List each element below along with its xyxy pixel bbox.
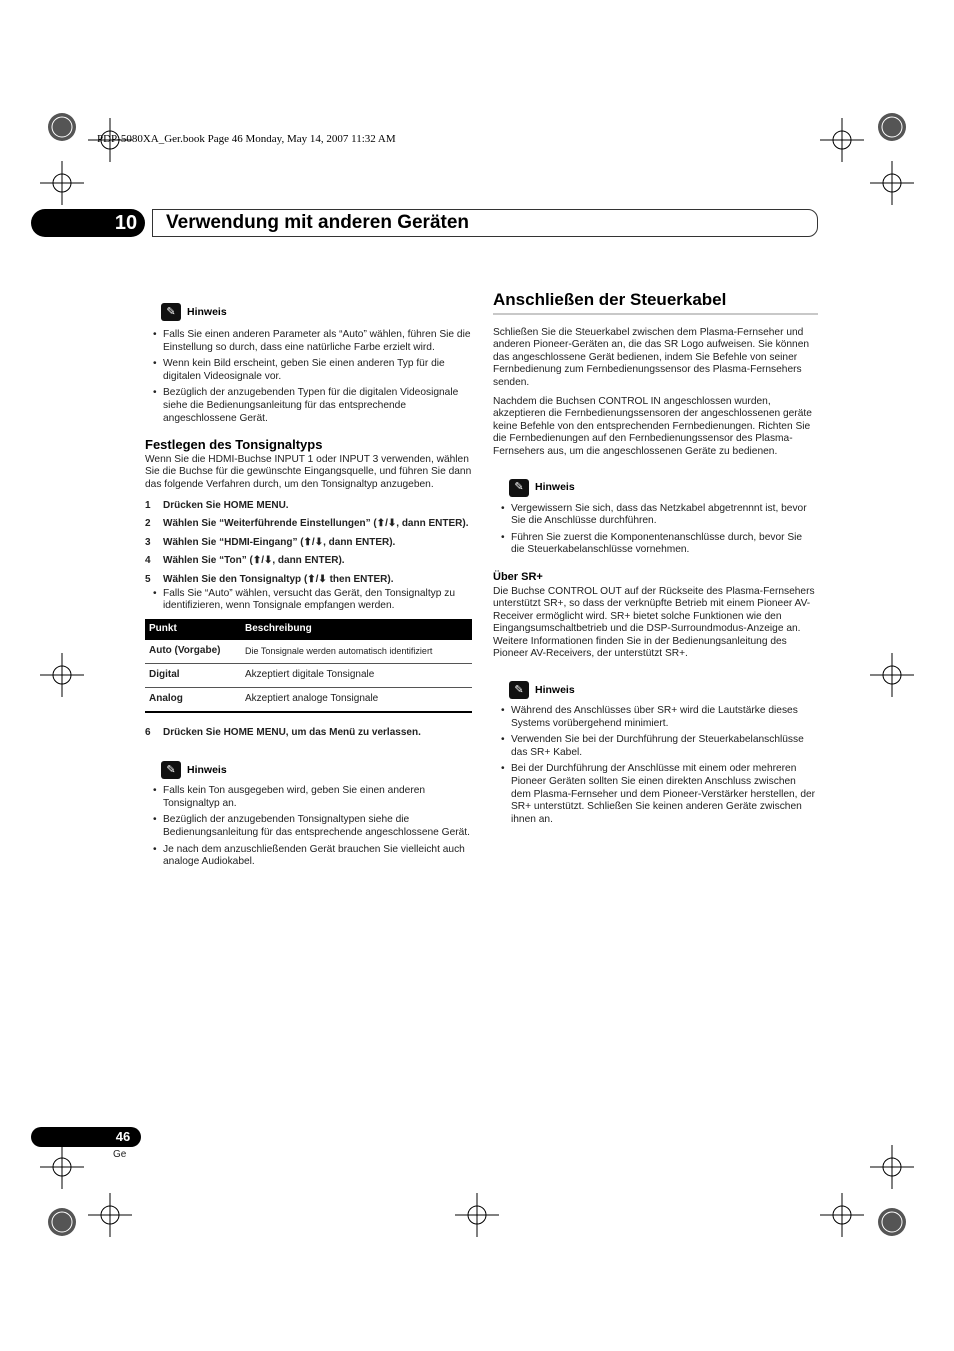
steps	[145, 500, 473, 613]
hint-list	[145, 785, 473, 869]
tonsignal-table	[145, 619, 472, 713]
chapter-number: 10	[114, 212, 138, 234]
table-cell: Analog	[145, 687, 241, 712]
list-item: • Falls Sie “Auto” wählen, versucht das Gerät, den Tonsignaltyp zu identifizieren, wenn Tonsignale empfangen werden.	[145, 588, 473, 613]
list-item: • Während des Anschlüsses über SR+ wird die Lautstärke dieses Systems vorübergehend minimiert.	[493, 705, 818, 730]
hint-list	[493, 503, 818, 557]
table-row	[145, 663, 472, 687]
intro-paragraph: Wenn Sie die HDMI-Buchse INPUT 1 oder INPUT 3 verwenden, wählen Sie die Buchse für die gewünschte Eingangsquelle, und führen Sie dann das folgende Verfahren durch, um den Tonsignaltyp anzugeben.	[145, 453, 472, 490]
list-item: • Bezüglich der anzugebenden Typen für die digitalen Videosignale siehe die Bedienungsanleitung für das entsprechende angeschlossene Gerät.	[145, 387, 473, 425]
table-cell: Akzeptiert analoge Tonsignale	[241, 687, 472, 712]
table-cell: Auto (Vorgabe)	[145, 640, 241, 664]
subsection-title: Über SR+	[493, 570, 543, 583]
paragraph: Schließen Sie die Steuerkabel zwischen dem Plasma-Fernseher und anderen Pioneer-Geräten an, die das SR Logo aufweisen. Sie können das angeschlossene Gerät bedienen, indem Sie Befehle von seiner Fernbedienung zum Fernbedienungssensor des Plasma-Fernsehers senden.	[493, 326, 810, 388]
hint-list	[145, 329, 473, 425]
pencil-icon: ✎	[161, 761, 181, 779]
hint-list	[493, 705, 818, 826]
page-number: 46	[115, 1129, 131, 1144]
section-rule	[493, 313, 818, 315]
crosshair-icon	[88, 1193, 132, 1237]
crosshair-icon	[870, 161, 914, 205]
crosshair-icon	[40, 653, 84, 697]
table-header: Beschreibung	[241, 619, 472, 640]
paragraph: Die Buchse CONTROL OUT auf der Rückseite des Plasma-Fernsehers unterstützt SR+, so dass der verknüpfte Betrieb mit einem Pioneer AV-Receiver ermöglicht wird. SR+ bietet solche Funktionen wie den Eingangsumschaltbetrieb und die DSP-Surroundmodus-Anzeige an. Weitere Informationen finden Sie in der Bedienungsanleitung des Pioneer AV-Receivers, der unterstützt SR+.	[493, 585, 815, 660]
list-item: • Verwenden Sie bei der Durchführung der Steuerkabelanschlüsse das SR+ Kabel.	[493, 734, 818, 759]
left-column	[145, 303, 473, 873]
hint-label: Hinweis	[535, 683, 575, 696]
pencil-icon: ✎	[509, 681, 529, 699]
list-item: • Je nach dem anzuschließenden Gerät brauchen Sie vielleicht auch analoge Audiokabel.	[145, 844, 473, 869]
step: 3 Wählen Sie “HDMI-Eingang” (⬆/⬇, dann ENTER).	[145, 536, 396, 548]
list-item: • Bezüglich der anzugebenden Tonsignaltypen siehe die Bedienungsanleitung für das entsprechende angeschlossene Gerät.	[145, 814, 473, 839]
step: 2 Wählen Sie “Weiterführende Einstellungen” (⬆/⬇, dann ENTER).	[145, 518, 469, 530]
crosshair-icon	[870, 1145, 914, 1189]
chapter-title: Verwendung mit anderen Geräten	[166, 212, 470, 233]
section-title: Anschließen der Steuerkabel	[493, 290, 727, 309]
table-row	[145, 687, 472, 712]
registration-mark-icon	[40, 1200, 84, 1244]
registration-mark-icon	[870, 105, 914, 149]
table-header-row	[145, 619, 472, 640]
table-cell: Digital	[145, 663, 241, 687]
crosshair-icon	[820, 1193, 864, 1237]
step: 1 Drücken Sie HOME MENU.	[145, 499, 289, 511]
hint-label: Hinweis	[535, 481, 575, 494]
right-column	[493, 290, 818, 830]
hint-heading	[161, 761, 473, 779]
list-item: • Wenn kein Bild erscheint, geben Sie einen anderen Typ für die digitalen Videosignale vor.	[145, 358, 473, 383]
step: 4 Wählen Sie “Ton” (⬆/⬇, dann ENTER).	[145, 555, 345, 567]
crosshair-icon	[870, 653, 914, 697]
crosshair-icon	[820, 118, 864, 162]
subsection-title: Festlegen des Tonsignaltyps	[145, 437, 323, 453]
table-cell: Akzeptiert digitale Tonsignale	[241, 663, 472, 687]
hint-heading	[509, 681, 818, 699]
crosshair-icon	[40, 161, 84, 205]
list-item: • Bei der Durchführung der Anschlüsse mit einem oder mehreren Pioneer Geräten sollten Sie einen direkten Anschluss zwischen dem Plasma-Fernseher und dem Pioneer-Verstärker herstellen, der SR+ unterstützt. Schließen Sie keinen anderen Geräte zwischen ihnen an.	[493, 763, 818, 826]
step: 6 Drücken Sie HOME MENU, um das Menü zu verlassen.	[145, 726, 421, 738]
hint-heading	[161, 303, 473, 321]
pencil-icon: ✎	[509, 479, 529, 497]
language-code: Ge	[113, 1149, 127, 1160]
registration-mark-icon	[40, 105, 84, 149]
hint-label: Hinweis	[187, 763, 227, 776]
paragraph: Nachdem die Buchsen CONTROL IN angeschlossen wurden, akzeptieren die Fernbedienungssensoren der angeschlossenen geräte keine Befehle von den entsprechenden Fernbedienungen. Richten Sie die Fernbedienungen auf den Fernbedienungssensor des Plasma-Fernsehers aus, um die angeschlossenen Geräte zu bedienen.	[493, 395, 812, 457]
crosshair-icon	[40, 1145, 84, 1189]
step: 5 Wählen Sie den Tonsignaltyp (⬆/⬇ then ENTER).	[145, 573, 394, 585]
list-item: • Falls kein Ton ausgegeben wird, geben Sie einen anderen Tonsignaltyp an.	[145, 785, 473, 810]
hint-label: Hinweis	[187, 305, 227, 318]
table-header: Punkt	[145, 619, 241, 640]
list-item: • Führen Sie zuerst die Komponentenanschlüsse durch, bevor Sie die Steuerkabelanschlüsse vornehmen.	[493, 532, 818, 557]
crosshair-icon	[455, 1193, 499, 1237]
pencil-icon: ✎	[161, 303, 181, 321]
table-row	[145, 640, 472, 664]
registration-mark-icon	[870, 1200, 914, 1244]
step-note	[145, 588, 473, 613]
hint-heading	[509, 479, 818, 497]
list-item: • Vergewissern Sie sich, dass das Netzkabel abgetrennnt ist, bevor Sie die Anschlüsse durchführen.	[493, 503, 818, 528]
file-header: PDP-5080XA_Ger.book Page 46 Monday, May 14, 2007 11:32 AM	[97, 133, 396, 145]
list-item: • Falls Sie einen anderen Parameter als “Auto” wählen, führen Sie die Einstellung so durch, dass eine natürliche Farbe erzielt wird.	[145, 329, 473, 354]
table-cell: Die Tonsignale werden automatisch identifiziert	[241, 640, 472, 664]
